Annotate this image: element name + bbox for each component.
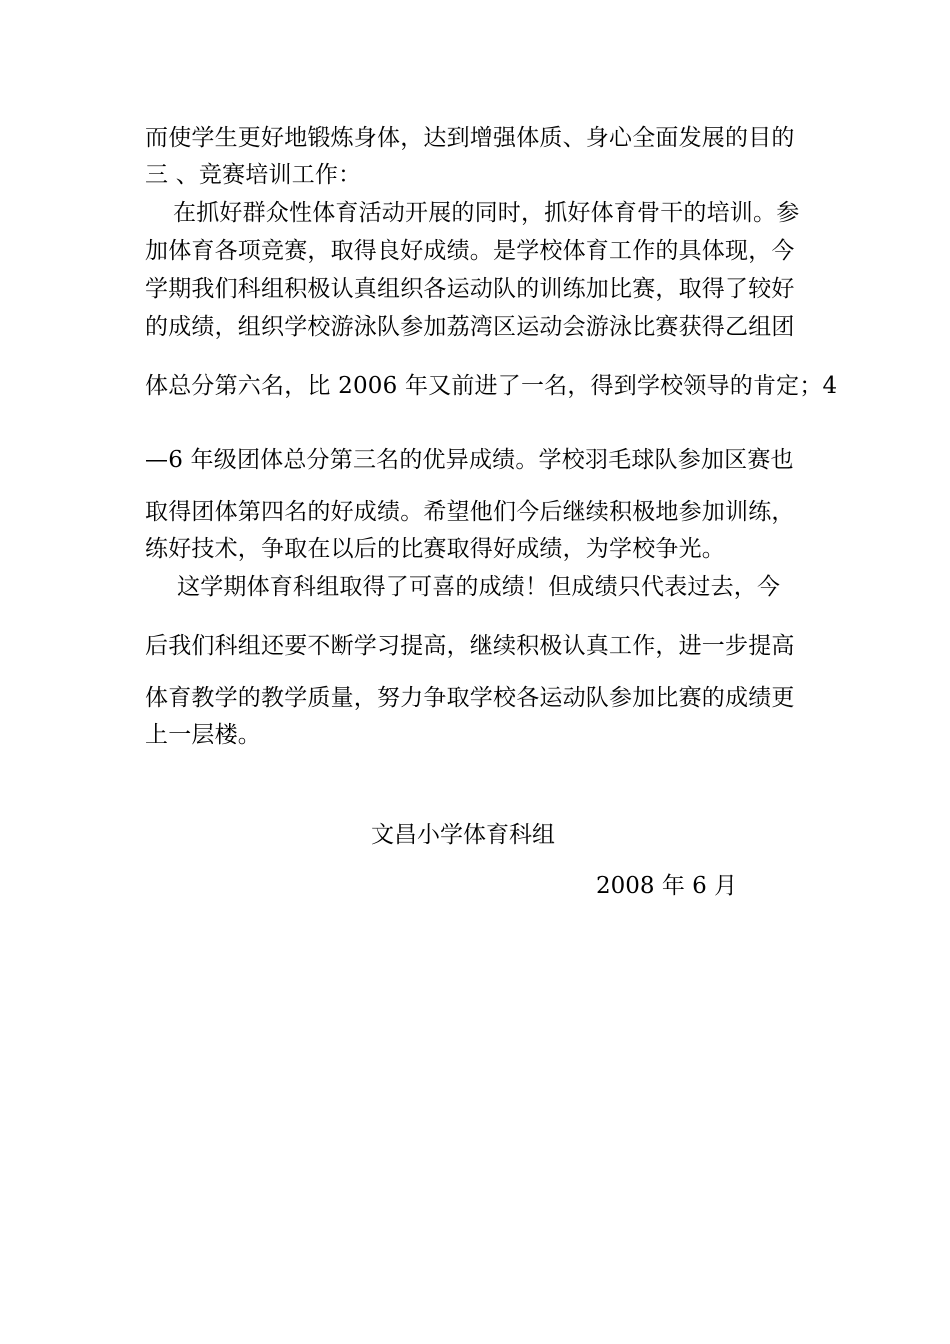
paragraph-line: 体总分第六名，比 2006 年又前进了一名，得到学校领导的肯定；4 <box>145 373 838 399</box>
paragraph-line: 加体育各项竞赛，取得良好成绩。是学校体育工作的具体现，今 <box>145 238 795 264</box>
paragraph-line: 而使学生更好地锻炼身体，达到增强体质、身心全面发展的目的 <box>145 125 795 151</box>
paragraph-line: 后我们科组还要不断学习提高，继续积极认真工作，进一步提高 <box>145 633 795 659</box>
signature-date: 2008 年 6 月 <box>596 873 738 899</box>
paragraph-line: 练好技术，争取在以后的比赛取得好成绩，为学校争光。 <box>145 536 725 562</box>
paragraph-line: 体育教学的教学质量，努力争取学校各运动队参加比赛的成绩更 <box>145 685 795 711</box>
section-heading: 三 、竞赛培训工作： <box>145 162 362 188</box>
paragraph-line: 在抓好群众性体育活动开展的同时，抓好体育骨干的培训。参 <box>173 200 800 226</box>
paragraph-line: 取得团体第四名的好成绩。希望他们今后继续积极地参加训练， <box>145 499 795 525</box>
paragraph-line: 这学期体育科组取得了可喜的成绩！但成绩只代表过去，今 <box>177 574 781 600</box>
paragraph-line: 上一层楼。 <box>145 722 261 748</box>
signature-organization: 文昌小学体育科组 <box>371 822 555 848</box>
paragraph-line: 的成绩，组织学校游泳队参加荔湾区运动会游泳比赛获得乙组团 <box>145 314 795 340</box>
paragraph-line: —6 年级团体总分第三名的优异成绩。学校羽毛球队参加区赛也 <box>145 447 794 473</box>
paragraph-line: 学期我们科组积极认真组织各运动队的训练加比赛，取得了较好 <box>145 276 795 302</box>
